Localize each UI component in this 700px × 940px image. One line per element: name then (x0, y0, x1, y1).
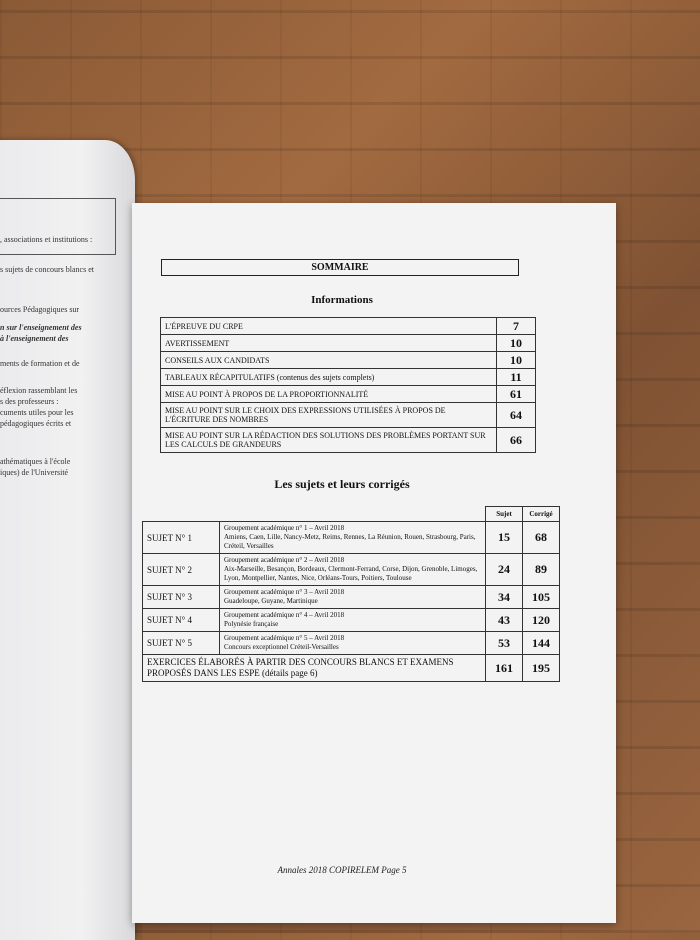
page-footer: Annales 2018 COPIRELEM Page 5 (277, 865, 407, 875)
sujet-group: Groupement académique n° 1 – Avril 2018 (224, 524, 345, 532)
left-page-line: éflexion rassemblant les (0, 386, 78, 395)
table-row (143, 586, 560, 609)
sujet-description (220, 554, 486, 586)
sujet-group: Groupement académique n° 3 – Avril 2018 (224, 588, 345, 596)
sujet-description (220, 522, 486, 554)
sujet-places: Guadeloupe, Guyane, Martinique (224, 597, 318, 605)
left-page-box (0, 198, 116, 255)
col-header-sujet: Sujet (486, 507, 523, 522)
sujets-table (142, 506, 560, 682)
sujet-group: Groupement académique n° 4 – Avril 2018 (224, 611, 345, 619)
left-page-line: à l'enseignement des (0, 334, 69, 343)
table-row (143, 522, 560, 554)
left-page-line: s des professeurs : (0, 397, 59, 406)
table-row (161, 335, 536, 352)
info-label: L'ÉPREUVE DU CRPE (161, 318, 497, 335)
sujet-group: Groupement académique n° 5 – Avril 2018 (224, 634, 345, 642)
sujet-label: SUJET N° 4 (143, 609, 220, 632)
info-label: TABLEAUX RÉCAPITULATIFS (contenus des sujets complets) (161, 369, 497, 386)
left-page-line: ments de formation et de (0, 359, 80, 368)
table-row (161, 428, 536, 453)
col-header-corrige: Corrigé (523, 507, 560, 522)
info-page: 7 (497, 318, 536, 335)
sujet-group: Groupement académique n° 2 – Avril 2018 (224, 556, 345, 564)
sujet-description (220, 609, 486, 632)
sujet-label: SUJET N° 5 (143, 632, 220, 655)
corrige-page: 68 (523, 522, 560, 554)
informations-title: Informations (311, 294, 373, 306)
corrige-page: 105 (523, 586, 560, 609)
sujet-description (220, 586, 486, 609)
table-row (143, 554, 560, 586)
sujet-label: SUJET N° 1 (143, 522, 220, 554)
sujet-places: Amiens, Caen, Lille, Nancy-Metz, Reims, Rennes, La Réunion, Rouen, Strasbourg, Paris, Créteil, Versailles (224, 533, 476, 550)
sujet-label: SUJET N° 2 (143, 554, 220, 586)
sommaire-title: SOMMAIRE (161, 259, 519, 276)
sujet-page: 15 (486, 522, 523, 554)
info-label: AVERTISSEMENT (161, 335, 497, 352)
sujet-page: 53 (486, 632, 523, 655)
corrige-page: 89 (523, 554, 560, 586)
left-page-line: n sur l'enseignement des (0, 323, 82, 332)
table-row (161, 318, 536, 335)
info-label: MISE AU POINT À PROPOS DE LA PROPORTIONNALITÉ (161, 386, 497, 403)
info-page: 11 (497, 369, 536, 386)
info-label: CONSEILS AUX CANDIDATS (161, 352, 497, 369)
sujet-description (220, 632, 486, 655)
left-page-line: , associations et institutions : (0, 235, 93, 244)
sujet-page: 34 (486, 586, 523, 609)
table-row (143, 609, 560, 632)
left-page-line: pédagogiques écrits et (0, 419, 72, 428)
informations-table (160, 317, 536, 453)
sujet-label: SUJET N° 3 (143, 586, 220, 609)
table-row (161, 352, 536, 369)
corrige-page: 120 (523, 609, 560, 632)
sujet-page: 24 (486, 554, 523, 586)
info-label: MISE AU POINT SUR LA RÉDACTION DES SOLUTIONS DES PROBLÈMES PORTANT SUR LES CALCULS DE GRANDEURS (161, 428, 497, 453)
right-page (132, 203, 616, 923)
table-row (161, 386, 536, 403)
table-row (143, 655, 560, 682)
info-page: 10 (497, 352, 536, 369)
exercices-corrige-page: 195 (523, 655, 560, 682)
sujet-places: Aix-Marseille, Besançon, Bordeaux, Clermont-Ferrand, Corse, Dijon, Grenoble, Limoges, Lyon, Montpellier, Nantes, Nice, Orléans-Tours, Poitiers, Toulouse (224, 565, 478, 582)
info-page: 66 (497, 428, 536, 453)
exercices-label: EXERCICES ÉLABORÉS À PARTIR DES CONCOURS BLANCS ET EXAMENS PROPOSÉS DANS LES ESPE (détails page 6) (143, 655, 486, 682)
sujet-places: Polynésie française (224, 620, 279, 628)
left-page-line: s sujets de concours blancs et (0, 265, 94, 274)
left-page (0, 140, 135, 940)
sujet-page: 43 (486, 609, 523, 632)
left-page-line: cuments utiles pour les (0, 408, 74, 417)
info-page: 10 (497, 335, 536, 352)
left-page-line: ources Pédagogiques sur (0, 305, 80, 314)
info-page: 64 (497, 403, 536, 428)
table-row (143, 632, 560, 655)
left-page-line: iques) de l'Université (0, 468, 69, 477)
sujet-places: Concours exceptionnel Créteil-Versailles (224, 643, 339, 651)
info-label: MISE AU POINT SUR LE CHOIX DES EXPRESSIONS UTILISÉES À PROPOS DE L'ÉCRITURE DES NOMBRES (161, 403, 497, 428)
corrige-page: 144 (523, 632, 560, 655)
left-page-line: athématiques à l'école (0, 457, 71, 466)
table-header-row (143, 507, 560, 522)
sujets-title: Les sujets et leurs corrigés (274, 477, 410, 491)
exercices-sujet-page: 161 (486, 655, 523, 682)
info-page: 61 (497, 386, 536, 403)
table-row (161, 369, 536, 386)
table-row (161, 403, 536, 428)
